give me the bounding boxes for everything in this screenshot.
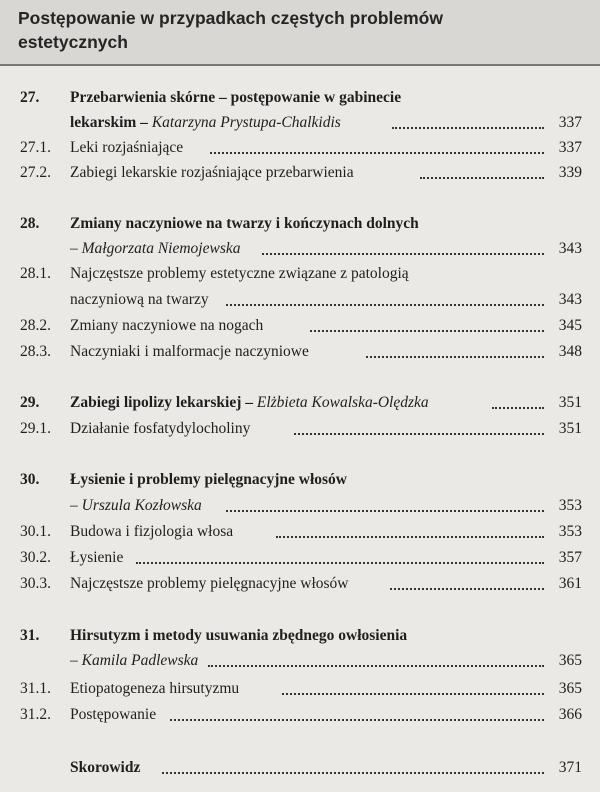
- section-title: Budowa i fizjologia włosa: [70, 523, 234, 540]
- section-number: 31.2.: [20, 706, 51, 723]
- page-number: 343: [558, 291, 582, 308]
- page-number: 339: [558, 164, 582, 181]
- chapter-number: 27.: [20, 89, 40, 106]
- chapter-title: Zmiany naczyniowe na twarzy i kończynach dolnych: [70, 215, 419, 232]
- dot-leader: [226, 510, 544, 512]
- author-dash: –: [70, 240, 82, 257]
- chapter-author: Małgorzata Niemojewska: [81, 240, 241, 257]
- chapter-27-title-row[interactable]: [0, 85, 600, 111]
- section-title: Najczęstsze problemy estetyczne związane z patologią: [70, 265, 409, 282]
- section-number: 29.1.: [20, 420, 51, 437]
- index-row[interactable]: [0, 755, 600, 781]
- page-number: 353: [558, 497, 582, 514]
- section-27-2-row[interactable]: [0, 160, 600, 186]
- chapter-31-title-row[interactable]: [0, 623, 600, 649]
- author-dash: –: [70, 652, 82, 669]
- page-number: 371: [558, 759, 582, 776]
- page-number: 361: [558, 575, 582, 592]
- dot-leader: [210, 152, 544, 154]
- dot-leader: [492, 407, 544, 409]
- section-28-1-row[interactable]: [0, 261, 600, 287]
- section-number: 31.1.: [20, 680, 51, 697]
- chapter-title-tail: lekarskim –: [70, 114, 152, 131]
- chapter-title-continued: [70, 493, 202, 519]
- page-number: 366: [558, 706, 582, 723]
- chapter-title: Przebarwienia skórne – postępowanie w gabinecie: [70, 89, 402, 106]
- chapter-title: Zabiegi lipolizy lekarskiej –: [70, 394, 257, 411]
- section-title-continued: naczyniową na twarzy: [70, 291, 209, 308]
- chapter-title: Łysienie i problemy pielęgnacyjne włosów: [70, 471, 347, 488]
- dot-leader: [262, 253, 544, 255]
- chapter-author: Katarzyna Prystupa-Chalkidis: [151, 114, 341, 131]
- page-number: 353: [558, 523, 582, 540]
- chapter-author: Elżbieta Kowalska-Olędzka: [256, 394, 429, 411]
- section-number: 28.1.: [20, 265, 51, 282]
- chapter-30-author-row[interactable]: [0, 493, 600, 519]
- section-title: Łysienie: [70, 549, 124, 566]
- section-28-1-continued-row[interactable]: [0, 287, 600, 313]
- section-30-1-row[interactable]: [0, 519, 600, 545]
- page-number: 365: [558, 652, 582, 669]
- dot-leader: [276, 536, 544, 538]
- dot-leader: [226, 304, 544, 306]
- dot-leader: [170, 719, 544, 721]
- chapter-title-continued: [70, 236, 241, 262]
- page-number: 337: [558, 114, 582, 131]
- chapter-author: Urszula Kozłowska: [81, 497, 202, 514]
- section-number: 30.2.: [20, 549, 51, 566]
- section-title: Najczęstsze problemy pielęgnacyjne włosów: [70, 575, 349, 592]
- dot-leader: [390, 588, 544, 590]
- chapter-29-title-row[interactable]: [0, 390, 600, 416]
- section-number: 27.1.: [20, 139, 51, 156]
- chapter-number: 28.: [20, 215, 40, 232]
- section-title: Leki rozjaśniające: [70, 139, 184, 156]
- page-number: 351: [558, 420, 582, 437]
- section-title: Zmiany naczyniowe na nogach: [70, 317, 264, 334]
- section-number: 30.3.: [20, 575, 51, 592]
- section-title: Działanie fosfatydylocholiny: [70, 420, 251, 437]
- dot-leader: [282, 693, 544, 695]
- page-number: 343: [558, 240, 582, 257]
- page-number: 357: [558, 549, 582, 566]
- section-title: Postępowanie: [70, 706, 157, 723]
- section-title: Zabiegi lekarskie rozjaśniające przebarwienia: [70, 164, 354, 181]
- chapter-title: Hirsutyzm i metody usuwania zbędnego owłosienia: [70, 627, 408, 644]
- section-header: [0, 0, 600, 64]
- chapter-title-continued: [70, 110, 341, 136]
- section-number: 30.1.: [20, 523, 51, 540]
- header-divider: [0, 64, 600, 66]
- dot-leader: [420, 177, 544, 179]
- section-30-3-row[interactable]: [0, 571, 600, 597]
- dot-leader: [392, 127, 544, 129]
- page-number: 348: [558, 343, 582, 360]
- chapter-28-title-row[interactable]: [0, 211, 600, 237]
- index-title: Skorowidz: [70, 759, 141, 776]
- section-title-line-1: Postępowanie w przypadkach częstych problemów: [18, 8, 443, 28]
- chapter-number: 30.: [20, 471, 40, 488]
- section-title: Etiopatogeneza hirsutyzmu: [70, 680, 240, 697]
- section-title-line-2: estetycznych: [18, 32, 128, 52]
- chapter-title-line: [70, 390, 429, 416]
- section-31-2-row[interactable]: [0, 702, 600, 728]
- section-28-3-row[interactable]: [0, 339, 600, 365]
- chapter-title-continued: [70, 648, 198, 674]
- section-number: 28.3.: [20, 343, 51, 360]
- dot-leader: [310, 330, 544, 332]
- section-28-2-row[interactable]: [0, 313, 600, 339]
- chapter-27-author-row[interactable]: [0, 110, 600, 136]
- page-number: 351: [558, 394, 582, 411]
- page-number: 337: [558, 139, 582, 156]
- section-31-1-row[interactable]: [0, 676, 600, 702]
- section-27-1-row[interactable]: [0, 135, 600, 161]
- chapter-31-author-row[interactable]: [0, 648, 600, 674]
- section-29-1-row[interactable]: [0, 416, 600, 442]
- chapter-30-title-row[interactable]: [0, 467, 600, 493]
- chapter-number: 29.: [20, 394, 40, 411]
- section-title: Naczyniaki i malformacje naczyniowe: [70, 343, 309, 360]
- dot-leader: [162, 772, 544, 774]
- page-number: 365: [558, 680, 582, 697]
- section-number: 28.2.: [20, 317, 51, 334]
- dot-leader: [366, 356, 544, 358]
- section-title: [18, 6, 578, 54]
- section-30-2-row[interactable]: [0, 545, 600, 571]
- page-number: 345: [558, 317, 582, 334]
- author-dash: –: [70, 497, 82, 514]
- chapter-28-author-row[interactable]: [0, 236, 600, 262]
- dot-leader: [294, 433, 544, 435]
- chapter-author: Kamila Padlewska: [81, 652, 199, 669]
- chapter-number: 31.: [20, 627, 40, 644]
- dot-leader: [208, 665, 544, 667]
- section-number: 27.2.: [20, 164, 51, 181]
- dot-leader: [136, 562, 544, 564]
